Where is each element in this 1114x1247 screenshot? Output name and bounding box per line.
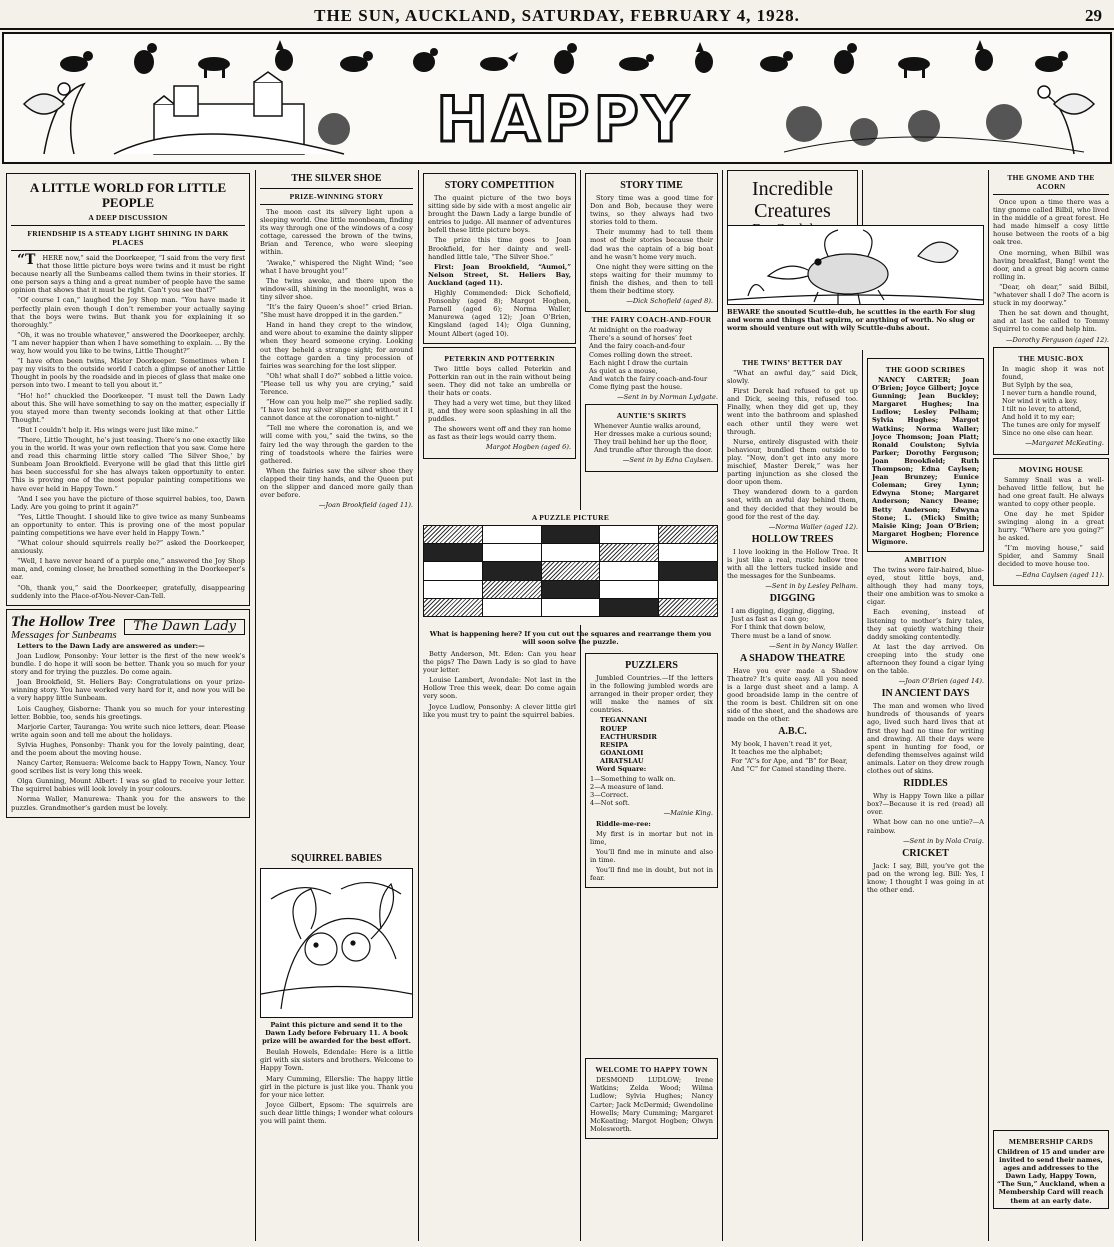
poem-line: Comes rolling down the street.: [589, 350, 693, 359]
ambition-paragraph: The twins were fair-haired, blue-eyed, stout little boys, and, although they had many toys, their one ambition was to smoke a cigar.: [867, 565, 984, 607]
peterkin-title: PETERKIN AND POTTERKIN: [444, 353, 555, 363]
word-square-signature: —Mainie King.: [663, 808, 713, 817]
poem-line: My book, I haven’t read it yet,: [731, 740, 833, 749]
page-number: 29: [1085, 6, 1102, 25]
squirrel-picture: [260, 868, 413, 1018]
moving-house-signature: —Edna Caylsen (aged 11).: [1015, 570, 1104, 579]
story-paragraph: “Tell me where the coronation is, and we will come with you,” said the twins, so the fairy led the way through the garden to the ring of toadstools where the fairies were gathered.: [260, 424, 413, 465]
story-paragraph: “How can you help me?” she replied sadly. “I have lost my silver slipper and without it I cannot dance at the coronation to-night.”: [260, 398, 413, 423]
masthead: [0, 0, 1114, 30]
puzzlers-box: [585, 653, 718, 888]
riddle-me-line: My first is in mortar but not in lime,: [590, 829, 713, 846]
incredible-title: Incredible Creatures: [751, 178, 834, 222]
poem-line: For I think that down below,: [731, 623, 826, 632]
fairy-coach-signature: —Sent in by Norman Lydgate.: [617, 392, 718, 401]
column-6: [867, 355, 984, 1241]
poem-line: In magic shop it was not found,: [1002, 364, 1104, 381]
poem-line: They trail behind her up the floor,: [594, 438, 708, 447]
puzzle-title: A PUZZLE PICTURE: [531, 513, 610, 522]
letter-reply: Louise Lambert, Avondale: Not last in the Hollow Tree this week, dear. Do come again very soon.: [423, 676, 576, 701]
gnome-paragraph: “Dear, oh dear,” said Bilbil, “whatever shall I do? The acorn is stuck in my doorway.”: [993, 282, 1109, 308]
silver-shoe-title: THE SILVER SHOE: [291, 173, 382, 184]
fairy-coach-title: THE FAIRY COACH-AND-FOUR: [591, 315, 712, 325]
article-paragraph: “Of course I can,” laughed the Joy Shop man. “You have made it perfectly plain even though I don’t remember your actually saying that the boys were twins. But thank you for explaining it so thoroughly.”: [11, 296, 245, 329]
poem-line: Her dresses make a curious sound;: [594, 430, 712, 439]
ancient-days-title: IN ANCIENT DAYS: [881, 688, 970, 700]
ambition-paragraph: At last the day arrived. On creeping into the study one afternoon they found a cigar lying on the table.: [867, 642, 984, 676]
gnome-paragraph: One morning, when Bilbil was having breakfast, Bang! went the door, and a great big acorn came rolling in.: [993, 248, 1109, 281]
word-square-clue: 1—Something to walk on.: [590, 775, 676, 784]
story-paragraph: Hand in hand they crept to the window, and were about to examine the dainty slipper when they heard someone crying. Looking out they beheld a strange sight; for around the cottage garden a tiny procession of fairies was searching for the lost slipper.: [260, 321, 413, 370]
gnome-paragraph: Then he sat down and thought, and at last he called to Tommy Squirrel to come and help him.: [993, 309, 1109, 334]
puzzlers-intro: Jumbled Countries.—If the letters in the following jumbled words are arranged in their proper order, they will make the names of six countries.: [590, 674, 713, 715]
twins-paragraph: “What an awful day,” said Dick, slowly.: [727, 369, 858, 386]
abc-poem: [727, 740, 858, 772]
peterkin-box: [423, 347, 576, 459]
jumbled-word: ROUEP: [600, 724, 627, 733]
competition-paragraph: First: Joan Brookfield, “Aumoi,” Nelson Street, St. Heliers Bay, Auckland (aged 11).: [428, 262, 571, 287]
twins-paragraph: Nurse, entirely disgusted with their behaviour, bundled them outside to play. “Now, don’t get into any more mischief, Master Derek,” was her parting injunction as she closed the door upon them.: [727, 437, 858, 487]
word-square-clue: 3—Correct.: [590, 791, 629, 800]
article-deck: A DEEP DISCUSSION: [88, 213, 168, 222]
letter-reply: Norma Waller, Manurewa: Thank you for the answers to the puzzles. Grandmother’s garden must be lovely.: [11, 795, 245, 812]
article-subhead: FRIENDSHIP IS A STEADY LIGHT SHINING IN DARK PLACES: [27, 229, 229, 247]
membership-box: [993, 1130, 1109, 1209]
story-time-paragraph: One night they were sitting on the steps waiting for their mummy to finish the dishes, and then to tell them their bedtime story.: [590, 262, 713, 296]
column-4: [585, 170, 718, 508]
good-scribes-list: NANCY CARTER; Joan O’Brien; Joyce Gilbert; Joyce Gunning; Jean Buckley; Margaret Hughes; Ina Ludlow; Lesley Pelham; Sylvia Hughes; Margot Watkins; Norma Waller; Joyce Thomson; Joan Platt; Ronald Coulston; Sylvia Parker; Dorothy Ferguson; Joan Brookfield; Ruth Thompson; Edna Caylsen; Jean Brunzey; Eunice Coleman; Grey Lynn; Edwyna Stone; Margaret Anderson; Nancy Deane; Betty Anderson; Edwyna Stone; L. (Mick) Smith; Maisie King; Joan O’Brien; Margaret Hogben; Florence Wigmore.: [872, 376, 979, 546]
poem-line: And hold it to my ear;: [1002, 413, 1075, 422]
aunties-skirts-box: [585, 404, 718, 471]
fairy-coach-poem: [585, 326, 718, 391]
hollow-trees-signature: —Sent in by Lesley Pelham.: [765, 582, 858, 591]
gnome-paragraph: Once upon a time there was a tiny gnome called Bilbil, who lived in the middle of a great forest. He had made himself a cosy little house between the roots of a big oak tree.: [993, 198, 1109, 247]
digging-signature: —Sent in by Nancy Waller.: [769, 641, 858, 650]
welcome-text: DESMOND LUDLOW; Irene Watkins; Zelda Wood; Wilma Ludlow; Sylvia Hughes; Nancy Carter; Jack McDermid; Gwendoline Howells; Mary Cumming; Margaret McKeating; Margot Hogben; Olwyn Molesworth.: [590, 1076, 713, 1133]
column-7: [993, 170, 1109, 1241]
ancient-days-text: The man and women who lived hundreds of thousands of years ago, lived such hard lives that at first they had no time for writing and drawing. All their days were spent in hunting for food, or defending themselves against wild animals. Later on they drew rough clothes out of skins.: [867, 702, 984, 776]
squirrel-caption: Paint this picture and send it to the Dawn Lady before February 11. A book prize will be awarded for the best effort.: [262, 1021, 411, 1046]
article-paragraph: “Well, I have never heard of a purple one,” answered the Joy Shop man, and, coming closer, he breathed something in the Doorkeeper’s ear.: [11, 557, 245, 582]
riddle-me-title: Riddle-me-ree:: [596, 819, 651, 828]
aunties-skirts-title: AUNTIE’S SKIRTS: [616, 411, 687, 421]
jumbled-word: TEGANNANI: [600, 716, 647, 725]
moving-house-paragraph: Sammy Snail was a well-behaved little fellow, but he had one great fault. He always wanted to copy other people.: [998, 475, 1104, 508]
aunties-signature: —Sent in by Edna Caylsen.: [622, 456, 713, 465]
moving-house-paragraph: One day he met Spider swinging along in a great hurry. “Where are you going?” he asked.: [998, 509, 1104, 543]
article-paragraph: “But I couldn’t help it. Hıs wings were just like mine.”: [17, 425, 199, 434]
poem-line: As quiet as a mouse,: [589, 366, 658, 375]
letter-reply: Joyce Gilbert, Epsom: The squirrels are such dear little things; I wonder what colours you will paint them.: [260, 1100, 413, 1126]
poem-line: It teaches me the alphabet;: [731, 748, 823, 757]
riddle-me-line: You’ll find me in minute and also in time.: [590, 847, 713, 864]
poem-line: Each night I draw the curtain: [589, 358, 689, 367]
moving-house-paragraph: “I’m moving house,” said Spider, and Sammy Snail decided to move house too.: [998, 544, 1104, 569]
peterkin-signature: Margot Hogben (aged 6).: [486, 443, 571, 452]
story-time-box: [585, 173, 718, 312]
membership-text: Children of 15 and under are invited to send their names, ages and addresses to the Dawn Lady, Happy Town, “The Sun,” Auckland, when a Membership Card will reach them at an early date.: [997, 1148, 1106, 1205]
article-paragraph: “There, Little Thought, he’s just teasing. There’s no one exactly like you in the world. It was your own reflection that you saw. Come here and read this charming little story called ‘The Silver Shoe,’ by Sunbeam Joan Brookfield. Everyone will be glad that this little girl has been successful for she has always taken opportunity to enter. This is proving one of the most popular painting competitions we have ever held in Happy Town.”: [11, 435, 245, 493]
puzzle-caption: What is happening here? If you cut out the squares and rearrange them you will soon solve the puzzle.: [429, 630, 712, 646]
story-paragraph: The twins awoke, and there upon the window-sill, shining in the moonlight, was a tiny silver shoe.: [260, 276, 413, 301]
story-competition-box: [423, 173, 576, 344]
story-paragraph: The moon cast its silvery light upon a sleeping world. One little moonbeam, finding its way through one of the windows of a cosy cottage, caressed the brown of the twins, Brian and Terence, who were sleeping within.: [260, 208, 413, 257]
story-signature: —Joan Brookfield (aged 11).: [318, 501, 413, 510]
story-time-title: STORY TIME: [620, 180, 683, 191]
good-scribes-title: THE GOOD SCRIBES: [885, 365, 966, 374]
digging-title: DIGGING: [769, 593, 816, 605]
puzzle-caption-wrap: [423, 628, 718, 649]
story-time-paragraph: Story time was a good time for Don and Bob, because they were twins, so they always had two stories told to them.: [590, 194, 713, 227]
story-paragraph: “Oh! what shall I do?” sobbed a little voice. “Please tell us why you are crying,” said Terence.: [260, 371, 413, 396]
poem-line: The tunes are only for myself: [1002, 421, 1100, 430]
membership-section: [993, 1130, 1109, 1209]
hollow-tree-section: [6, 609, 250, 818]
scuttle-dub-verse: BEWARE the snouted Scuttle-dub, he scuttles in the earth For slug and worm and things that squirm, or anything of worth. No slug or worm should venture out with wily Scuttle-dubs about.: [727, 308, 976, 333]
digging-poem: [727, 607, 858, 639]
column-5-lower: [727, 355, 858, 1241]
hollow-tree-title: The Hollow Tree: [11, 613, 116, 630]
story-competition-title: STORY COMPETITION: [444, 180, 555, 191]
music-box-signature: —Margaret McKeating.: [1025, 439, 1104, 448]
poem-line: At midnight on the roadway: [589, 326, 683, 335]
masthead-title: THE SUN, AUCKLAND, SATURDAY, FEBRUARY 4, 1928.: [314, 6, 800, 25]
peterkin-paragraph: They had a very wet time, but they liked it, and they were soon splashing in all the puddles.: [428, 398, 571, 424]
letter-reply: Joyce Ludlow, Ponsonby: A clever little girl like you must try to paint the squirrel babies.: [423, 702, 576, 719]
article-headline: A LITTLE WORLD FOR LITTLE PEOPLE: [29, 180, 227, 210]
letter-reply: Joan Brookfield, St. Heliers Bay: Congratulations on your prize-winning story. You have worked very hard for it, and now you will be a very happy little Sunbeam.: [11, 678, 245, 703]
happy-town-banner: [2, 32, 1112, 164]
peterkin-paragraph: The showers went off and they ran home as fast as their legs would carry them.: [428, 425, 571, 442]
article-paragraph: “THERE now,” said the Doorkeeper, “I said from the very first that those little picture boys were twins and it must be right because nearly all the Sunbeams called them twins in their stories. If one person says a thing and a great number of people have the same opinion that shows that it must be right. Can’t you see that?”: [11, 252, 245, 295]
story-paragraph: When the fairies saw the silver shoe they clapped their tiny hands, and the Queen put on the slipper and danced more gaily than ever before.: [260, 466, 413, 500]
good-scribes-box: [867, 358, 984, 552]
story-time-paragraph: Their mummy had to tell them most of their stories because their dad was the captain of a big boat and he wasn’t home very much.: [590, 228, 713, 261]
article-paragraph: “Oh, it was no trouble whatever,” answered the Doorkeeper, archly. “I am never happier than when I have something to explain. ... By the way, how would you like to be twins, Little Thought?”: [11, 330, 245, 356]
story-paragraph: “Awake,” whispered the Night Wind; “see what I have brought you!”: [260, 258, 413, 275]
word-square-clue: 4—Not soft.: [590, 799, 630, 808]
article-paragraph: “What colour should squirrels really be?” asked the Doorkeeper, anxiously.: [11, 539, 245, 556]
moving-house-title: MOVING HOUSE: [1018, 464, 1084, 474]
article-paragraph: “I have often been twins, Mister Doorkeeper. Sometimes when I pay my visits to the outside world I catch a glimpse of another Little Thought in pools by the roadside and in pieces of glass that make one person into two. I meant to tell you about it.”: [11, 357, 245, 390]
puzzle-picture-section: [423, 510, 718, 625]
cricket-title: CRICKET: [902, 847, 949, 859]
peterkin-paragraph: Two little boys called Peterkin and Potterkin ran out in the rain without being seen. They did not take an umbrella or their hats or coats.: [428, 364, 571, 397]
riddle-line: Why is Happy Town like a pillar box?—Because it is red (read) all over.: [867, 792, 984, 817]
poem-line: I am digging, digging, digging,: [731, 607, 835, 616]
moving-house-box: [993, 458, 1109, 586]
story-paragraph: “It’s the fairy Queen’s shoe!” cried Brian. “She must have dropped it in the garden.”: [260, 303, 413, 320]
letter-reply: Sylvia Hughes, Ponsonby: Thank you for the lovely painting, dear, and the poem about the moving house.: [11, 740, 245, 757]
jumbled-word: EACTHURSDIR: [600, 732, 657, 741]
ambition-paragraph: Each evening, instead of listening to mother’s fairy tales, they sat quietly watching their daddy smoking contentedly.: [867, 608, 984, 641]
poem-line: Just as fast as I can go;: [731, 615, 809, 624]
banner-title: HAPPY: [436, 83, 692, 156]
article-paragraph: “Ho! ho!” chuckled the Doorkeeper. “I must tell the Dawn Lady about this. She will have something to say on the matter, especially if you stayed more than twenty seconds looking at that other Little Thought.”: [11, 391, 245, 424]
puzzlers-title: PUZZLERS: [625, 660, 678, 671]
little-world-article: [6, 173, 250, 606]
poem-line: And “C” for Camel standing there.: [731, 764, 847, 773]
dawn-lady-signature: The Dawn Lady: [124, 619, 245, 635]
article-paragraph: “Oh, thank you,” said the Doorkeeper, gratefully, disappearing suddenly into the Place-of-You-Never-Can-Tell.: [11, 583, 245, 600]
poem-line: I never turn a handle round,: [1002, 388, 1097, 397]
poem-line: And trundle after through the door.: [594, 446, 713, 455]
welcome-title: WELCOME TO HAPPY TOWN: [595, 1065, 708, 1075]
twins-signature: —Norma Waller (aged 12).: [768, 522, 858, 531]
letters-intro: Letters to the Dawn Lady are answered as under:—: [17, 641, 205, 650]
letter-reply: Marjorie Carter, Tauranga: You write such nice letters, dear. Please write again soon and tell me about the holidays.: [11, 722, 245, 739]
competition-paragraph: The quaint picture of the two boys sitting side by side with a most angelic air brought the Dawn Lady a large bundle of entries to judge. All manner of adventures befell these little picture boys.: [428, 194, 571, 235]
hollow-tree-subtitle: Messages for Sunbeams: [11, 628, 117, 641]
word-square-title: Word Square:: [596, 765, 647, 774]
poem-line: Nor wind it with a key.: [1002, 396, 1078, 405]
poem-line: But Sylph by the sea,: [1002, 380, 1074, 389]
membership-title: MEMBERSHIP CARDS: [1008, 1137, 1094, 1146]
article-paragraph: “And I see you have the picture of those squirrel babies, too, Dawn Lady. Are you going to print it again?”: [11, 494, 245, 511]
hollow-trees-text: I love looking in the Hollow Tree. It is just like a real, rustic hollow tree with all the letters tucked inside and the messages for the Sunbeams.: [727, 547, 858, 581]
competition-paragraph: The prize this time goes to Joan Brookfield, for her dainty and well-handled little tale, “The Silver Shoe.”: [428, 236, 571, 261]
poem-line: There must be a land of snow.: [731, 631, 832, 640]
riddles-signature: —Sent in by Nola Craig.: [903, 836, 984, 845]
poem-line: There’s a sound of horses’ feet: [589, 334, 692, 343]
twins-paragraph: They wandered down to a garden seat, with an awful day behind them, and they decided that they would be good for the rest of the day.: [727, 488, 858, 521]
letter-reply: Olga Gunning, Mount Albert: I was so glad to receive your letter. The squirrel babies will look lovely in your colours.: [11, 777, 245, 794]
music-box-title: THE MUSIC-BOX: [1018, 353, 1084, 363]
twins-better-day-title: THE TWINS’ BETTER DAY: [742, 358, 843, 367]
silver-shoe-deck: PRIZE-WINNING STORY: [289, 192, 384, 201]
gnome-title: THE GNOME AND THE ACORN: [1007, 173, 1095, 191]
letter-reply: Beulah Howels, Edendale: Here is a little girl with six sisters and brothers. Welcome to Happy Town.: [260, 1048, 413, 1073]
riddle-line: What bow can no one untie?—A rainbow.: [867, 818, 984, 835]
column-1: [6, 170, 250, 1241]
scuttle-dub-icon: [728, 226, 983, 304]
hollow-trees-title: HOLLOW TREES: [751, 533, 834, 545]
jumbled-word: GOANLOMI: [600, 748, 644, 757]
letter-reply: Betty Anderson, Mt. Eden: Can you hear the pigs? The Dawn Lady is so glad to have your letter.: [423, 650, 576, 675]
gnome-signature: —Dorothy Ferguson (aged 12).: [1005, 335, 1109, 344]
shadow-theatre-title: A SHADOW THEATRE: [739, 652, 846, 664]
squirrel-icon: [261, 869, 412, 1017]
letter-reply: Joan Ludlow, Ponsonby: Your letter is the first of the new week’s bundle. I do hope it will soon be better. Thank you so much for your story and for trying the puzzles. Do come again.: [11, 651, 245, 677]
poem-line: For “A”’s for Ape, and “B” for Bear,: [731, 756, 848, 765]
puzzle-grid: [423, 525, 718, 617]
jumbled-word: RESIPA: [600, 740, 628, 749]
aunties-poem: [590, 422, 713, 454]
poem-line: Whenever Auntie walks around,: [594, 422, 701, 431]
ambition-signature: —Joan O’Brien (aged 14).: [898, 677, 984, 686]
poem-line: Come flying past the house.: [589, 382, 683, 391]
poem-line: And watch the fairy coach-and-four: [589, 374, 708, 383]
letter-reply: Nancy Carter, Remuera: Welcome back to Happy Town, Nancy. Your good scribes list is very long this week.: [11, 759, 245, 776]
poem-line: And the fairy coach-and-four: [589, 342, 685, 351]
story-time-signature: —Dick Schofield (aged 8).: [626, 297, 713, 306]
shadow-theatre-text: Have you ever made a Shadow Theatre? It’s quite easy. All you need is a large dust sheet and a lamp. A good broadside lamp in the centre of the room is best. Children sit on one side of the sheet, and the shadows are made on the other.: [727, 666, 858, 724]
jumbled-word: AIRATSLAU: [600, 756, 644, 765]
cricket-text: Jack: I say, Bill, you’ve got the pad on the wrong leg. Bill: Yes, I know; I thought I was going in at the other end.: [867, 861, 984, 894]
music-box-box: [993, 347, 1109, 455]
twins-paragraph: First Derek had refused to get up and Dick, seeing this, refused too. Finally, when they did get up, they went into the bathroom and splashed each other until they were wet through.: [727, 387, 858, 436]
poem-line: Since no one else can hear.: [1002, 429, 1094, 438]
scuttle-dub-picture: [727, 225, 984, 305]
riddles-title: RIDDLES: [903, 778, 948, 790]
ambition-title: AMBITION: [904, 554, 947, 564]
column-3-lower: [423, 650, 576, 1241]
poem-line: I tilt no lever, to attend,: [1002, 405, 1082, 414]
scuttle-dub-section: [727, 225, 984, 350]
welcome-box: [585, 1058, 718, 1139]
music-box-poem: [998, 365, 1104, 438]
abc-title: A.B.C.: [778, 726, 807, 738]
squirrel-title: SQUIRREL BABIES: [291, 853, 382, 864]
word-square-clue: 2—A measure of land.: [590, 783, 664, 792]
competition-paragraph: Highly Commended: Dick Schofield, Ponsonby (aged 8); Margot Hogben, Parnell (aged 6); Norma Waller, Manurewa (aged 12); Joan O’Brien, Kingsland (aged 14); Olga Gunning, Mount Albert (aged 10).: [428, 289, 571, 338]
column-4-lower: [585, 650, 718, 1241]
letter-reply: Mary Cumming, Ellerslie: The happy little girl in the picture is just like you. Thank you for your nice letter.: [260, 1074, 413, 1099]
squirrel-babies-section: [260, 850, 413, 1240]
letter-reply: Lois Caughey, Gisborne: Thank you so much for your interesting letter. Bobbie, too, sends his greetings.: [11, 704, 245, 721]
riddle-me-line: You’ll find me in doubt, but not in fear.: [590, 866, 713, 883]
article-paragraph: “Yes, Little Thought. I should like to give twice as many Sunbeams an opportunity to enter. This is proving one of the most popular painting competitions we have ever held in Happy Town.”: [11, 512, 245, 537]
jumbled-words: [590, 716, 713, 765]
